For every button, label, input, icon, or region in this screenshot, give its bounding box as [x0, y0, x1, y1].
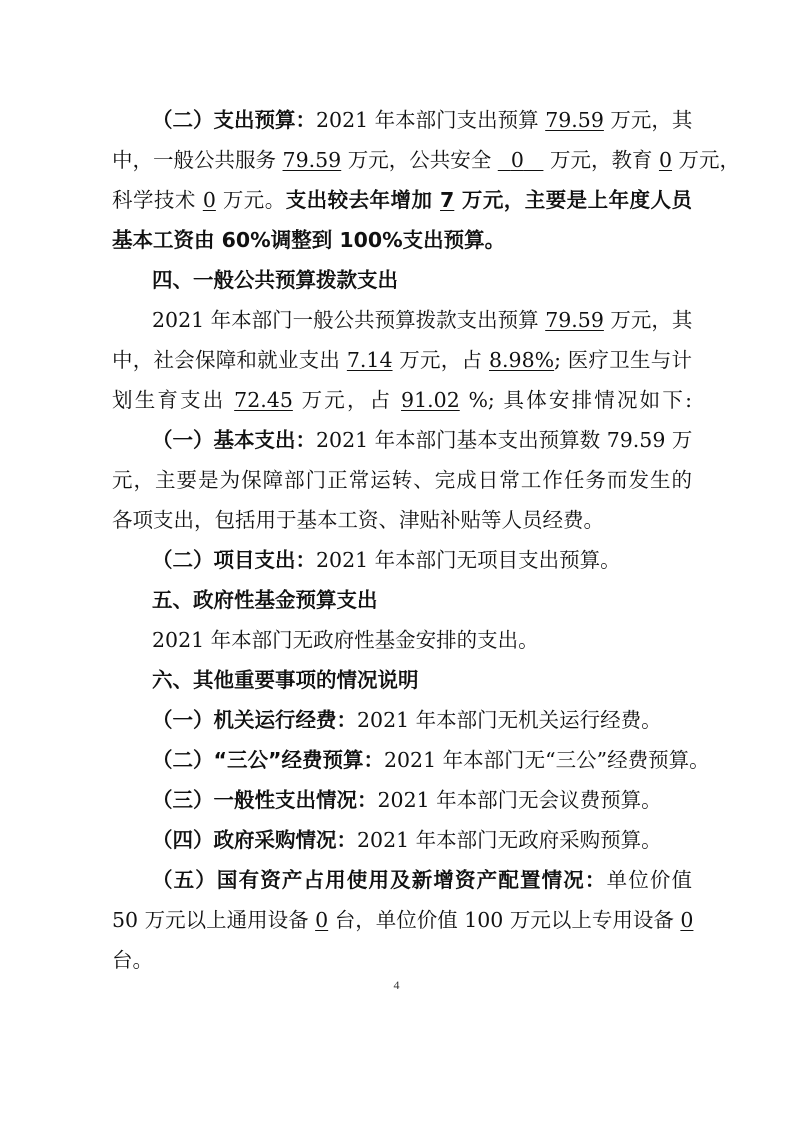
special-equipment-qty: 0 — [680, 908, 694, 932]
section-5-heading: 五、政府性基金预算支出 — [152, 588, 378, 612]
state-assets-line-2: 50 万元以上通用设备 0 台，单位价值 100 万元以上专用设备 0 — [112, 908, 694, 932]
section-4-heading: 四、一般公共预算拨款支出 — [152, 268, 398, 292]
expense-budget-line-3: 科学技术 0 万元。支出较去年增加 7 万元，主要是上年度人员 — [112, 188, 692, 212]
state-assets-line-1: （五）国有资产占用使用及新增资产配置情况：单位价值 — [152, 868, 692, 892]
section-6-heading: 六、其他重要事项的情况说明 — [152, 668, 419, 692]
general-expense-line: （三）一般性支出情况：2021 年本部门无会议费预算。 — [152, 788, 662, 812]
science-amount: 0 — [202, 188, 216, 212]
increase-amount: 7 — [440, 188, 455, 212]
basic-expense-line-1: （一）基本支出：2021 年本部门基本支出预算数 79.59 万 — [152, 428, 693, 452]
section-5-text: 2021 年本部门无政府性基金安排的支出。 — [152, 628, 539, 652]
section-4-line-2: 中，社会保障和就业支出 7.14 万元，占 8.98%; 医疗卫生与计 — [112, 348, 692, 372]
project-expense-line: （二）项目支出：2021 年本部门无项目支出预算。 — [152, 548, 621, 572]
expense-budget-line-2: 中，一般公共服务 79.59 万元，公共安全 0 万元，教育 0 万元， — [112, 148, 741, 172]
project-expense-label: （二）项目支出： — [152, 548, 316, 572]
state-assets-line-3: 台。 — [112, 948, 153, 972]
section-4-line-3: 划生育支出 72.45 万元，占 91.02 %; 具体安排情况如下: — [112, 388, 692, 412]
basic-expense-label: （一）基本支出： — [152, 428, 316, 452]
education-amount: 0 — [658, 148, 673, 172]
general-public-service-amount: 79.59 — [282, 148, 342, 172]
general-equipment-qty: 0 — [315, 908, 329, 932]
health-amount: 72.45 — [234, 388, 293, 412]
social-security-amount: 7.14 — [346, 348, 393, 372]
procurement-line: （四）政府采购情况：2021 年本部门无政府采购预算。 — [152, 828, 662, 852]
basic-expense-line-2: 元，主要是为保障部门正常运转、完成日常工作任务而发生的 — [112, 468, 692, 492]
page-number: 4 — [393, 978, 400, 992]
expense-budget-line-1: （二）支出预算：2021 年本部门支出预算 79.59 万元，其 — [152, 108, 693, 132]
three-public-expense-line: （二）“三公”经费预算：2021 年本部门无“三公”经费预算。 — [152, 748, 710, 772]
social-security-percent: 8.98% — [489, 348, 555, 372]
basic-expense-line-3: 各项支出，包括用于基本工资、津贴补贴等人员经费。 — [112, 508, 604, 532]
expense-budget-line-4: 基本工资由 60%调整到 100%支出预算。 — [112, 228, 506, 252]
public-safety-amount: 0 — [510, 148, 524, 172]
expense-budget-label: （二）支出预算： — [152, 108, 316, 132]
office-operating-expense-line: （一）机关运行经费：2021 年本部门无机关运行经费。 — [152, 708, 662, 732]
expense-total-amount: 79.59 — [545, 108, 604, 132]
section-4-line-1: 2021 年本部门一般公共预算拨款支出预算 79.59 万元，其 — [152, 308, 693, 332]
appropriation-amount: 79.59 — [545, 308, 604, 332]
health-percent: 91.02 — [401, 388, 460, 412]
state-assets-label: （五）国有资产占用使用及新增资产配置情况： — [152, 868, 607, 892]
